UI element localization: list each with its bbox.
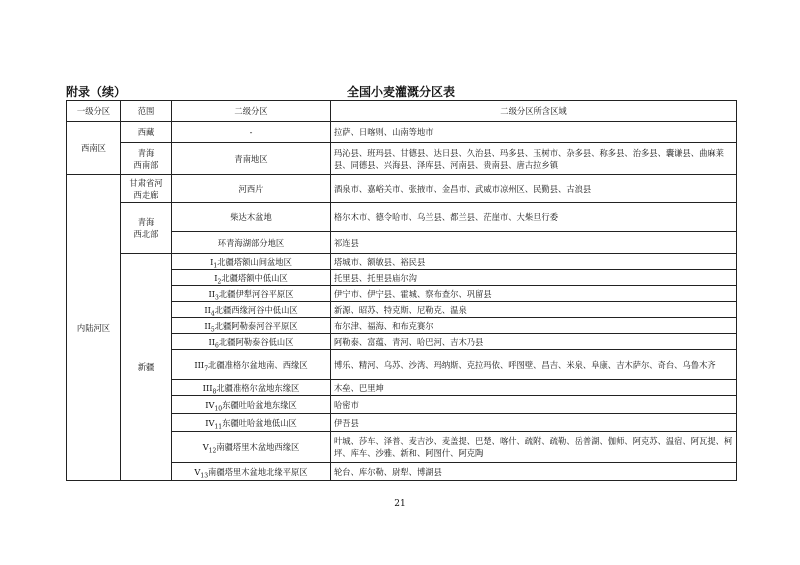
table-header-row [66,81,736,101]
areas-xizang: 拉萨、日喀则、山南等地市 [331,122,737,143]
xj-zone-areas: 托里县、托里县庙尔沟 [331,270,737,286]
areas-qaidam: 格尔木市、德令哈市、乌兰县、都兰县、茫崖市、大柴旦行委 [331,203,737,232]
xj-zone-areas: 博乐、精河、乌苏、沙湾、玛纳斯、克拉玛依、呼图壁、昌吉、米泉、阜康、吉木萨尔、奇台、乌鲁木齐 [331,350,737,380]
xj-zone-name: $II_3$北疆伊犁河谷平原区 [172,286,331,302]
table-row [67,143,737,175]
xj-zone-name: $III_8$北疆准格尔盆地东缘区 [172,380,331,396]
xj-zone-name: $II_4$北疆西缘河谷中低山区 [172,302,331,318]
range-xinjiang: 新疆 [121,254,172,481]
range-qinghai-southwest: 青海 西南部 [121,143,172,175]
xj-zone-name: $I_2$北疆塔额中低山区 [172,270,331,286]
sub-qaidam: 柴达木盆地 [172,203,331,232]
column-header-row [67,101,737,122]
range-xizang: 西藏 [121,122,172,143]
xj-zone-areas: 木垒、巴里坤 [331,380,737,396]
xj-zone-areas: 哈密市 [331,396,737,414]
range-qinghai-northwest: 青海 西北部 [121,203,172,254]
xj-zone-areas: 阿勒泰、富蕴、青河、哈巴河、吉木乃县 [331,334,737,350]
xj-zone-name: $I_1$北疆塔额山间盆地区 [172,254,331,270]
page-number: 21 [394,499,406,509]
col-header-zone2: 二级分区 [172,101,331,122]
xj-zone-name: $IV_{10}$东疆吐哈盆地东缘区 [172,396,331,414]
xj-zone-name: $II_5$北疆阿勒泰河谷平原区 [172,318,331,334]
areas-qingnan: 玛沁县、班玛县、甘德县、达日县、久治县、玛多县、玉树市、杂多县、称多县、治多县、囊谦县、曲麻莱县、同德县、兴海县、泽库县、河南县、贵南县、唐古拉乡镇 [331,143,737,175]
sub-qingnan: 青南地区 [172,143,331,175]
col-header-areas: 二级分区所含区域 [331,101,737,122]
table-row [67,122,737,143]
sub-xizang: - [172,122,331,143]
xj-zone-areas: 塔城市、额敏县、裕民县 [331,254,737,270]
table-row [67,203,737,232]
appendix-label: 附录（续） [66,85,127,99]
xj-zone-name: $IV_{11}$东疆吐哈盆地低山区 [172,414,331,432]
sub-hexi: 河西片 [172,175,331,203]
zone-southwest: 西南区 [67,122,121,175]
xj-zone-name: $V_{12}$南疆塔里木盆地西缘区 [172,432,331,463]
xj-zone-areas: 新源、昭苏、特克斯、尼勒克、温泉 [331,302,737,318]
xj-zone-areas: 布尔津、福海、和布克赛尔 [331,318,737,334]
xj-zone-name: $II_6$北疆阿勒泰谷低山区 [172,334,331,350]
col-header-zone1: 一级分区 [67,101,121,122]
xj-zone-areas: 伊吾县 [331,414,737,432]
range-gansu: 甘肃省河 西走廊 [121,175,172,203]
zone-inland: 内陆河区 [67,175,121,481]
xj-zone-name: $III_7$北疆准格尔盆地南、西缘区 [172,350,331,380]
xj-zone-areas: 叶城、莎车、泽普、麦吉沙、麦盖提、巴楚、喀什、疏附、疏勒、岳普湖、伽师、阿克苏、温宿、阿瓦提、柯坪、库车、沙雅、新和、阿图什、阿克陶 [331,432,737,463]
xj-zone-areas: 伊宁市、伊宁县、霍城、察布查尔、巩留县 [331,286,737,302]
areas-hexi: 酒泉市、嘉峪关市、张掖市、金昌市、武威市凉州区、民勤县、古浪县 [331,175,737,203]
irrigation-zone-table [66,100,737,481]
table-row [67,175,737,203]
col-header-range: 范围 [121,101,172,122]
xj-zone-name: $V_{13}$南疆塔里木盆地北缘平原区 [172,463,331,481]
areas-qinghai-lake: 祁连县 [331,232,737,254]
sub-qinghai-lake: 环青海湖部分地区 [172,232,331,254]
table-row [67,254,737,270]
xj-zone-areas: 轮台、库尔勒、尉犁、博湖县 [331,463,737,481]
table-title: 全国小麦灌溉分区表 [346,85,455,99]
